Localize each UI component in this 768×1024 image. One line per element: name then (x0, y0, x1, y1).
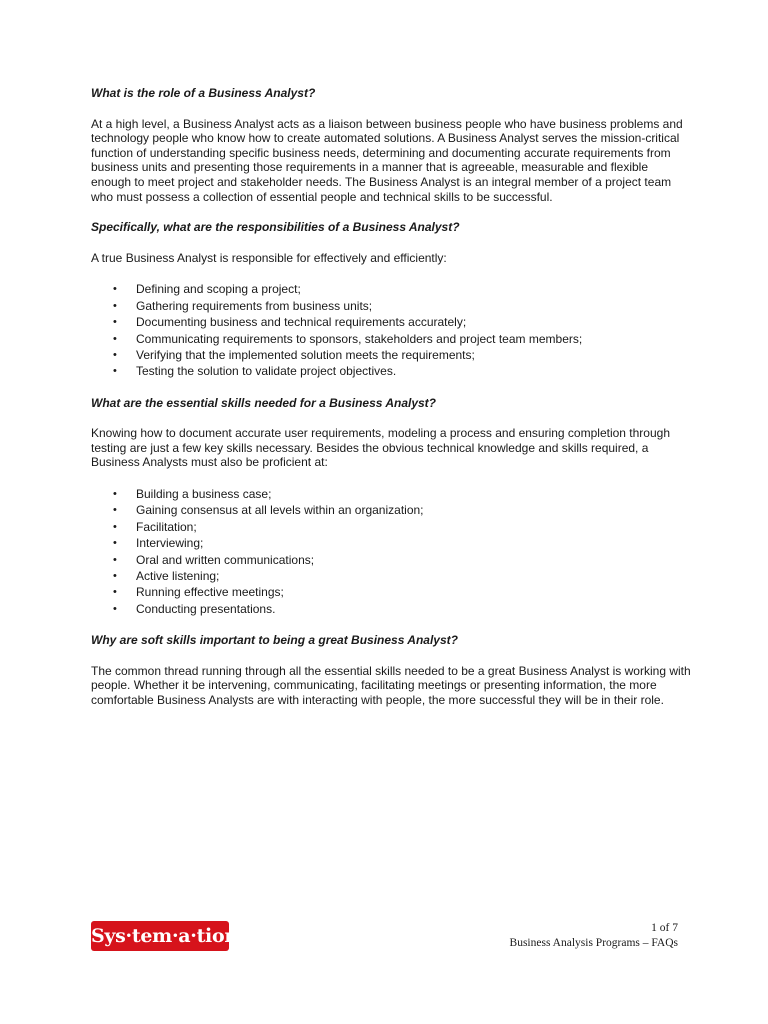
heading-soft-skills: Why are soft skills important to being a great Business Analyst? (91, 633, 458, 648)
registered-mark: ® (237, 924, 246, 934)
paragraph-responsibilities: A true Business Analyst is responsible for effectively and efficiently: (91, 250, 447, 265)
document-title: Business Analysis Programs – FAQs (509, 937, 678, 949)
heading-skills: What are the essential skills needed for a Business Analyst? (91, 395, 437, 410)
list-item: • Conducting presentations. (113, 601, 276, 616)
bullet-icon: • (113, 283, 117, 296)
list-item: • Defining and scoping a project; (113, 282, 301, 297)
list-item: • Active listening; (113, 569, 220, 584)
paragraph-soft-skills: The common thread running through all the essential skills needed to be a great Business Analyst is working with people. Whether it be intervening, communicating, facilitating meetings or presenting information, the more comfortable Business Analysts are with interacting with people, the more successful they will be in their role. (91, 663, 691, 707)
bullet-icon: • (113, 299, 117, 312)
list-item: • Communicating requirements to sponsors, stakeholders and project team members; (113, 331, 583, 346)
bullet-icon: • (113, 602, 117, 615)
list-item: • Testing the solution to validate project objectives. (113, 364, 397, 379)
bullet-icon: • (113, 570, 117, 583)
paragraph-role: At a high level, a Business Analyst acts as a liaison between business people who have business problems and technology people who know how to create automated solutions. A Business Analyst serves the mission-critical function of understanding specific business needs, determining and documenting accurate requirements from business units and presenting those requirements in a manner that is agreeable, measurable and flexible enough to meet project and stakeholder needs. The Business Analyst is an integral member of a project team who must possess a collection of essential people and technical skills to be successful. (91, 116, 683, 204)
bullet-icon: • (113, 316, 117, 329)
bullet-icon: • (113, 348, 117, 361)
list-item: • Building a business case; (113, 487, 272, 502)
paragraph-skills: Knowing how to document accurate user requirements, modeling a process and ensuring completion through testing are just a few key skills necessary. Besides the obvious technical knowledge and skills required, a Business Analysts must also be proficient at: (91, 426, 670, 470)
list-item: • Verifying that the implemented solution meets the requirements; (113, 347, 475, 362)
page-footer (510, 921, 678, 951)
systemation-logo (91, 921, 246, 951)
list-item: • Interviewing; (113, 536, 204, 551)
heading-responsibilities: Specifically, what are the responsibilities of a Business Analyst? (91, 220, 460, 235)
list-item: • Running effective meetings; (113, 585, 284, 600)
logo-text: Sys·tem·a·tion (91, 925, 238, 947)
list-item: • Documenting business and technical requirements accurately; (113, 315, 467, 330)
page-number: 1 of 7 (651, 922, 678, 934)
bullet-icon: • (113, 488, 117, 501)
list-item: • Gathering requirements from business units; (113, 298, 373, 313)
document-body (91, 86, 691, 708)
bullet-icon: • (113, 332, 117, 345)
heading-role: What is the role of a Business Analyst? (91, 86, 316, 100)
bullet-icon: • (113, 504, 117, 517)
bullet-icon: • (113, 365, 117, 378)
bullet-icon: • (113, 586, 117, 599)
responsibilities-list (91, 281, 691, 379)
list-item: • Oral and written communications; (113, 552, 315, 567)
skills-list (91, 486, 691, 617)
list-item: • Gaining consensus at all levels within an organization; (113, 503, 424, 518)
bullet-icon: • (113, 520, 117, 533)
list-item: • Facilitation; (113, 519, 197, 534)
bullet-icon: • (113, 537, 117, 550)
bullet-icon: • (113, 553, 117, 566)
